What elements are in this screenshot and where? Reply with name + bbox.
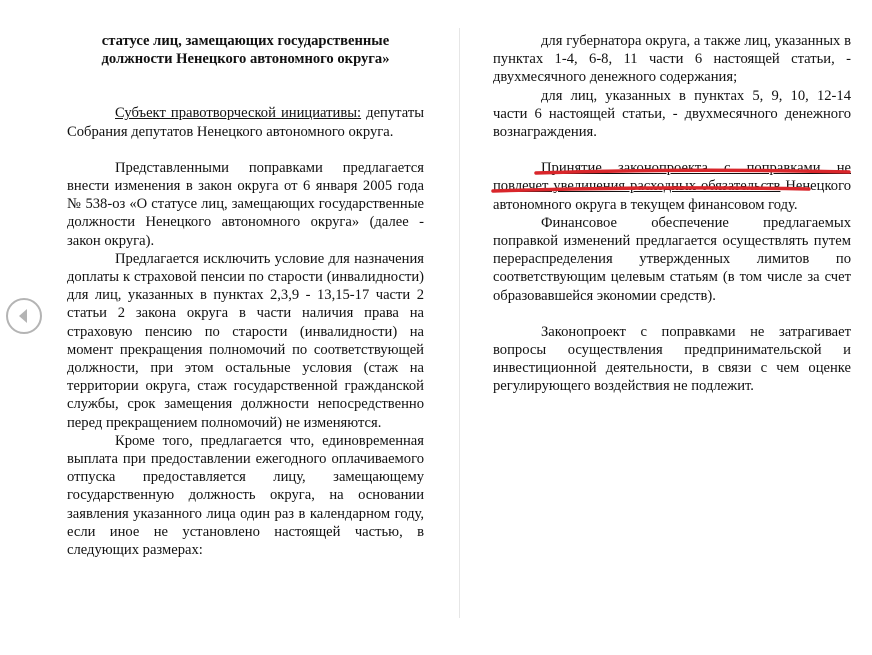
left-page	[67, 32, 424, 559]
persons-paragraph: для лиц, указанных в пунктах 5, 9, 10, 12-14 части 6 настоящей статьи, - двухмесячного денежного вознаграждения.	[493, 87, 851, 141]
page-divider	[459, 28, 460, 618]
right-page	[493, 32, 851, 396]
subject-label: Субъект правотворческой инициативы:	[115, 105, 362, 122]
title-line-2: должности Ненецкого автономного округа»	[101, 51, 390, 68]
adoption-paragraph	[493, 159, 851, 214]
financial-paragraph: Финансовое обеспечение предлагаемых поправкой изменений предлагается осуществлять путем перераспределения утвержденных лимитов по соответствующим целевым статьям (в том числе за счет образовавшейся экономии средств).	[493, 214, 851, 304]
chevron-left-icon	[8, 300, 40, 332]
besides-paragraph: Кроме того, предлагается что, единовременная выплата при предоставлении ежегодного оплачиваемого отпуска предоставляется лицу, замещающему государственную должность округа, на основании заявления указанного лица один раз в календарном году, если иное не установлено настоящей частью, в следующих размерах:	[67, 432, 424, 559]
exclude-paragraph: Предлагается исключить условие для назначения доплаты к страховой пенсии по старости (инвалидности) для лиц, указанных в пунктах 2,3,9 - 13,15-17 части 2 статьи 2 закона округа в части наличия права на страховую пенсию по старости (инвалидности) на момент прекращения полномочий по соответствующей должности, при этом остальные условия (стаж на территории округа, стаж государственной гражданской службы, срок замещения должности непосредственно перед прекращением полномочий) не изменяются.	[67, 250, 424, 431]
subject-paragraph	[67, 104, 424, 140]
adoption-underlined-text: Принятие законопроекта с поправками не повлечет увеличения расходных обязательств	[493, 160, 851, 195]
previous-page-button[interactable]	[6, 298, 42, 334]
amendments-paragraph: Представленными поправками предлагается внести изменения в закон округа от 6 января 2005 года № 538-оз «О статусе лиц, замещающих государственные должности Ненецкого автономного округа» (далее - закон округа).	[67, 159, 424, 249]
adoption-rest-text: Ненецкого автономного округа в текущем финансовом году.	[493, 178, 852, 213]
subject-text: депутаты Собрания депутатов Ненецкого автономного округа.	[67, 105, 425, 140]
title-line-1: статусе лиц, замещающих государственные	[101, 33, 390, 49]
business-paragraph: Законопроект с поправками не затрагивает вопросы осуществления предпринимательской и инвестиционной деятельности, в связи с чем оценке регулирующего воздействия не подлежит.	[493, 323, 851, 395]
governor-paragraph: для губернатора округа, а также лиц, указанных в пунктах 1-4, 6-8, 11 части 6 настоящей статьи, - двухмесячного денежного содержания;	[493, 33, 851, 86]
